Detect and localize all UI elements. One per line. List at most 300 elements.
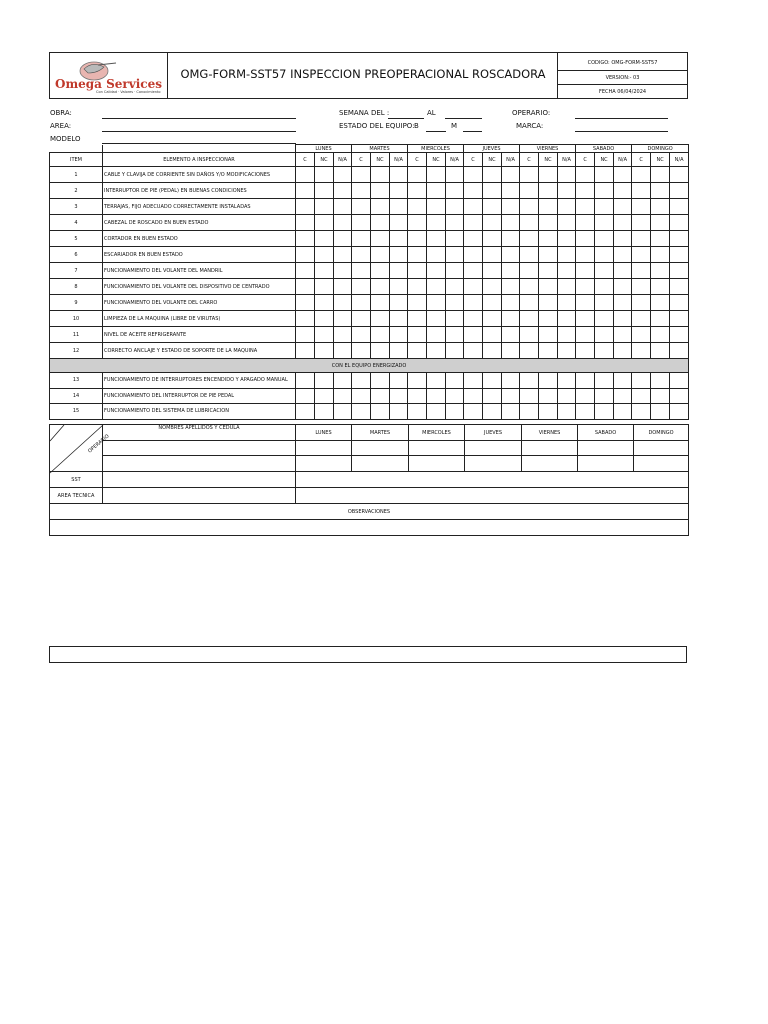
check-cell[interactable] xyxy=(464,311,483,327)
check-cell[interactable] xyxy=(614,167,632,183)
check-cell[interactable] xyxy=(315,343,334,359)
check-cell[interactable] xyxy=(352,343,371,359)
check-cell[interactable] xyxy=(651,388,670,404)
check-cell[interactable] xyxy=(408,247,427,263)
check-cell[interactable] xyxy=(670,404,689,420)
check-cell[interactable] xyxy=(408,343,427,359)
check-cell[interactable] xyxy=(408,279,427,295)
check-cell[interactable] xyxy=(576,327,595,343)
check-cell[interactable] xyxy=(352,295,371,311)
check-cell[interactable] xyxy=(390,263,408,279)
check-cell[interactable] xyxy=(483,215,502,231)
check-cell[interactable] xyxy=(334,231,352,247)
check-cell[interactable] xyxy=(632,327,651,343)
check-cell[interactable] xyxy=(558,279,576,295)
check-cell[interactable] xyxy=(352,167,371,183)
check-cell[interactable] xyxy=(520,388,539,404)
check-cell[interactable] xyxy=(427,327,446,343)
check-cell[interactable] xyxy=(352,373,371,389)
check-cell[interactable] xyxy=(464,404,483,420)
check-cell[interactable] xyxy=(315,247,334,263)
check-cell[interactable] xyxy=(595,343,614,359)
area-field[interactable] xyxy=(102,131,296,132)
sign-cell[interactable] xyxy=(578,441,634,456)
check-cell[interactable] xyxy=(595,279,614,295)
check-cell[interactable] xyxy=(427,295,446,311)
check-cell[interactable] xyxy=(296,279,315,295)
check-cell[interactable] xyxy=(539,373,558,389)
check-cell[interactable] xyxy=(464,231,483,247)
check-cell[interactable] xyxy=(483,311,502,327)
check-cell[interactable] xyxy=(427,388,446,404)
check-cell[interactable] xyxy=(558,343,576,359)
check-cell[interactable] xyxy=(371,263,390,279)
check-cell[interactable] xyxy=(371,404,390,420)
check-cell[interactable] xyxy=(651,263,670,279)
check-cell[interactable] xyxy=(539,199,558,215)
check-cell[interactable] xyxy=(502,343,520,359)
check-cell[interactable] xyxy=(520,231,539,247)
check-cell[interactable] xyxy=(390,199,408,215)
check-cell[interactable] xyxy=(614,388,632,404)
check-cell[interactable] xyxy=(539,311,558,327)
check-cell[interactable] xyxy=(595,295,614,311)
check-cell[interactable] xyxy=(315,404,334,420)
check-cell[interactable] xyxy=(371,279,390,295)
check-cell[interactable] xyxy=(371,373,390,389)
check-cell[interactable] xyxy=(446,295,464,311)
check-cell[interactable] xyxy=(371,183,390,199)
check-cell[interactable] xyxy=(483,199,502,215)
check-cell[interactable] xyxy=(670,343,689,359)
check-cell[interactable] xyxy=(352,215,371,231)
check-cell[interactable] xyxy=(502,199,520,215)
check-cell[interactable] xyxy=(390,167,408,183)
check-cell[interactable] xyxy=(352,199,371,215)
check-cell[interactable] xyxy=(520,167,539,183)
check-cell[interactable] xyxy=(651,215,670,231)
check-cell[interactable] xyxy=(483,327,502,343)
check-cell[interactable] xyxy=(315,199,334,215)
check-cell[interactable] xyxy=(296,373,315,389)
check-cell[interactable] xyxy=(296,199,315,215)
check-cell[interactable] xyxy=(446,199,464,215)
check-cell[interactable] xyxy=(558,167,576,183)
check-cell[interactable] xyxy=(334,247,352,263)
check-cell[interactable] xyxy=(464,295,483,311)
check-cell[interactable] xyxy=(670,231,689,247)
sign-cell[interactable] xyxy=(522,441,578,456)
check-cell[interactable] xyxy=(390,343,408,359)
check-cell[interactable] xyxy=(352,263,371,279)
check-cell[interactable] xyxy=(632,247,651,263)
check-cell[interactable] xyxy=(464,327,483,343)
check-cell[interactable] xyxy=(558,183,576,199)
sign-cell[interactable] xyxy=(522,456,578,472)
check-cell[interactable] xyxy=(632,199,651,215)
check-cell[interactable] xyxy=(296,247,315,263)
check-cell[interactable] xyxy=(315,215,334,231)
check-cell[interactable] xyxy=(464,263,483,279)
check-cell[interactable] xyxy=(502,311,520,327)
check-cell[interactable] xyxy=(464,183,483,199)
check-cell[interactable] xyxy=(502,279,520,295)
check-cell[interactable] xyxy=(371,311,390,327)
observaciones-field[interactable] xyxy=(50,520,689,536)
check-cell[interactable] xyxy=(315,167,334,183)
check-cell[interactable] xyxy=(427,215,446,231)
check-cell[interactable] xyxy=(334,311,352,327)
check-cell[interactable] xyxy=(539,279,558,295)
check-cell[interactable] xyxy=(539,183,558,199)
check-cell[interactable] xyxy=(632,404,651,420)
sign-cell[interactable] xyxy=(103,441,296,456)
check-cell[interactable] xyxy=(390,247,408,263)
semana-field[interactable] xyxy=(388,118,424,119)
check-cell[interactable] xyxy=(334,404,352,420)
check-cell[interactable] xyxy=(334,183,352,199)
check-cell[interactable] xyxy=(483,183,502,199)
check-cell[interactable] xyxy=(558,215,576,231)
check-cell[interactable] xyxy=(520,183,539,199)
check-cell[interactable] xyxy=(427,373,446,389)
check-cell[interactable] xyxy=(483,373,502,389)
check-cell[interactable] xyxy=(520,343,539,359)
check-cell[interactable] xyxy=(446,279,464,295)
check-cell[interactable] xyxy=(614,311,632,327)
check-cell[interactable] xyxy=(502,373,520,389)
check-cell[interactable] xyxy=(539,327,558,343)
check-cell[interactable] xyxy=(595,311,614,327)
sign-cell[interactable] xyxy=(103,488,296,504)
check-cell[interactable] xyxy=(595,247,614,263)
check-cell[interactable] xyxy=(334,295,352,311)
check-cell[interactable] xyxy=(576,311,595,327)
check-cell[interactable] xyxy=(408,231,427,247)
check-cell[interactable] xyxy=(296,231,315,247)
check-cell[interactable] xyxy=(334,327,352,343)
check-cell[interactable] xyxy=(334,388,352,404)
check-cell[interactable] xyxy=(576,167,595,183)
check-cell[interactable] xyxy=(558,231,576,247)
check-cell[interactable] xyxy=(595,263,614,279)
check-cell[interactable] xyxy=(334,279,352,295)
check-cell[interactable] xyxy=(520,327,539,343)
check-cell[interactable] xyxy=(614,215,632,231)
check-cell[interactable] xyxy=(296,295,315,311)
check-cell[interactable] xyxy=(632,215,651,231)
check-cell[interactable] xyxy=(595,404,614,420)
check-cell[interactable] xyxy=(502,388,520,404)
check-cell[interactable] xyxy=(595,167,614,183)
check-cell[interactable] xyxy=(315,231,334,247)
check-cell[interactable] xyxy=(502,231,520,247)
check-cell[interactable] xyxy=(390,388,408,404)
check-cell[interactable] xyxy=(502,327,520,343)
check-cell[interactable] xyxy=(670,311,689,327)
check-cell[interactable] xyxy=(651,167,670,183)
check-cell[interactable] xyxy=(651,343,670,359)
check-cell[interactable] xyxy=(427,311,446,327)
al-field[interactable] xyxy=(445,118,482,119)
sign-cell[interactable] xyxy=(103,456,296,472)
sign-cell[interactable] xyxy=(465,456,522,472)
check-cell[interactable] xyxy=(483,279,502,295)
check-cell[interactable] xyxy=(614,343,632,359)
check-cell[interactable] xyxy=(390,404,408,420)
check-cell[interactable] xyxy=(576,215,595,231)
check-cell[interactable] xyxy=(595,215,614,231)
check-cell[interactable] xyxy=(558,263,576,279)
estado-b-field[interactable] xyxy=(426,131,446,132)
check-cell[interactable] xyxy=(558,404,576,420)
check-cell[interactable] xyxy=(408,183,427,199)
check-cell[interactable] xyxy=(539,167,558,183)
check-cell[interactable] xyxy=(296,327,315,343)
check-cell[interactable] xyxy=(464,373,483,389)
check-cell[interactable] xyxy=(632,388,651,404)
check-cell[interactable] xyxy=(352,183,371,199)
check-cell[interactable] xyxy=(520,404,539,420)
check-cell[interactable] xyxy=(371,295,390,311)
check-cell[interactable] xyxy=(539,343,558,359)
check-cell[interactable] xyxy=(520,373,539,389)
check-cell[interactable] xyxy=(614,404,632,420)
check-cell[interactable] xyxy=(371,327,390,343)
check-cell[interactable] xyxy=(520,263,539,279)
check-cell[interactable] xyxy=(670,183,689,199)
check-cell[interactable] xyxy=(520,295,539,311)
check-cell[interactable] xyxy=(315,183,334,199)
check-cell[interactable] xyxy=(390,279,408,295)
check-cell[interactable] xyxy=(446,215,464,231)
check-cell[interactable] xyxy=(390,311,408,327)
check-cell[interactable] xyxy=(651,373,670,389)
check-cell[interactable] xyxy=(427,279,446,295)
check-cell[interactable] xyxy=(670,388,689,404)
check-cell[interactable] xyxy=(670,247,689,263)
check-cell[interactable] xyxy=(670,167,689,183)
check-cell[interactable] xyxy=(520,215,539,231)
check-cell[interactable] xyxy=(446,404,464,420)
check-cell[interactable] xyxy=(576,388,595,404)
check-cell[interactable] xyxy=(334,263,352,279)
check-cell[interactable] xyxy=(408,388,427,404)
check-cell[interactable] xyxy=(315,373,334,389)
check-cell[interactable] xyxy=(520,199,539,215)
check-cell[interactable] xyxy=(446,247,464,263)
check-cell[interactable] xyxy=(334,199,352,215)
check-cell[interactable] xyxy=(539,215,558,231)
check-cell[interactable] xyxy=(464,279,483,295)
sign-cell[interactable] xyxy=(409,441,465,456)
check-cell[interactable] xyxy=(614,183,632,199)
check-cell[interactable] xyxy=(651,404,670,420)
check-cell[interactable] xyxy=(670,215,689,231)
check-cell[interactable] xyxy=(408,263,427,279)
check-cell[interactable] xyxy=(483,343,502,359)
operario-field[interactable] xyxy=(575,118,668,119)
check-cell[interactable] xyxy=(464,388,483,404)
check-cell[interactable] xyxy=(670,295,689,311)
check-cell[interactable] xyxy=(352,388,371,404)
check-cell[interactable] xyxy=(390,231,408,247)
check-cell[interactable] xyxy=(576,373,595,389)
check-cell[interactable] xyxy=(614,247,632,263)
check-cell[interactable] xyxy=(390,215,408,231)
check-cell[interactable] xyxy=(670,279,689,295)
check-cell[interactable] xyxy=(427,343,446,359)
estado-m-field[interactable] xyxy=(463,131,482,132)
check-cell[interactable] xyxy=(390,373,408,389)
check-cell[interactable] xyxy=(539,388,558,404)
check-cell[interactable] xyxy=(464,247,483,263)
check-cell[interactable] xyxy=(483,404,502,420)
check-cell[interactable] xyxy=(539,295,558,311)
check-cell[interactable] xyxy=(595,183,614,199)
check-cell[interactable] xyxy=(371,247,390,263)
check-cell[interactable] xyxy=(334,373,352,389)
marca-field[interactable] xyxy=(575,131,668,132)
check-cell[interactable] xyxy=(427,199,446,215)
check-cell[interactable] xyxy=(483,231,502,247)
check-cell[interactable] xyxy=(595,231,614,247)
check-cell[interactable] xyxy=(558,199,576,215)
check-cell[interactable] xyxy=(390,327,408,343)
check-cell[interactable] xyxy=(427,183,446,199)
sign-cell[interactable] xyxy=(352,441,409,456)
check-cell[interactable] xyxy=(502,404,520,420)
check-cell[interactable] xyxy=(315,327,334,343)
check-cell[interactable] xyxy=(296,343,315,359)
check-cell[interactable] xyxy=(446,373,464,389)
check-cell[interactable] xyxy=(558,295,576,311)
check-cell[interactable] xyxy=(632,279,651,295)
check-cell[interactable] xyxy=(502,247,520,263)
check-cell[interactable] xyxy=(464,215,483,231)
check-cell[interactable] xyxy=(576,231,595,247)
check-cell[interactable] xyxy=(427,231,446,247)
check-cell[interactable] xyxy=(446,167,464,183)
obra-field[interactable] xyxy=(102,118,296,119)
check-cell[interactable] xyxy=(670,263,689,279)
check-cell[interactable] xyxy=(614,231,632,247)
check-cell[interactable] xyxy=(446,311,464,327)
check-cell[interactable] xyxy=(483,167,502,183)
check-cell[interactable] xyxy=(427,404,446,420)
check-cell[interactable] xyxy=(408,404,427,420)
check-cell[interactable] xyxy=(296,167,315,183)
check-cell[interactable] xyxy=(651,279,670,295)
check-cell[interactable] xyxy=(390,295,408,311)
check-cell[interactable] xyxy=(502,167,520,183)
check-cell[interactable] xyxy=(502,183,520,199)
check-cell[interactable] xyxy=(614,279,632,295)
check-cell[interactable] xyxy=(483,247,502,263)
check-cell[interactable] xyxy=(390,183,408,199)
check-cell[interactable] xyxy=(502,215,520,231)
check-cell[interactable] xyxy=(334,215,352,231)
check-cell[interactable] xyxy=(632,343,651,359)
check-cell[interactable] xyxy=(576,404,595,420)
check-cell[interactable] xyxy=(296,263,315,279)
check-cell[interactable] xyxy=(558,388,576,404)
check-cell[interactable] xyxy=(315,279,334,295)
sign-cell[interactable] xyxy=(103,472,296,488)
check-cell[interactable] xyxy=(576,247,595,263)
check-cell[interactable] xyxy=(614,263,632,279)
check-cell[interactable] xyxy=(315,388,334,404)
check-cell[interactable] xyxy=(651,199,670,215)
check-cell[interactable] xyxy=(483,263,502,279)
sign-cell[interactable] xyxy=(465,441,522,456)
check-cell[interactable] xyxy=(595,327,614,343)
check-cell[interactable] xyxy=(614,295,632,311)
check-cell[interactable] xyxy=(670,199,689,215)
check-cell[interactable] xyxy=(408,199,427,215)
sign-cell[interactable] xyxy=(296,456,352,472)
check-cell[interactable] xyxy=(371,343,390,359)
check-cell[interactable] xyxy=(464,199,483,215)
check-cell[interactable] xyxy=(408,215,427,231)
check-cell[interactable] xyxy=(296,388,315,404)
check-cell[interactable] xyxy=(670,373,689,389)
check-cell[interactable] xyxy=(576,263,595,279)
sign-cell[interactable] xyxy=(352,456,409,472)
check-cell[interactable] xyxy=(296,215,315,231)
check-cell[interactable] xyxy=(632,311,651,327)
check-cell[interactable] xyxy=(352,247,371,263)
check-cell[interactable] xyxy=(558,311,576,327)
check-cell[interactable] xyxy=(446,263,464,279)
check-cell[interactable] xyxy=(576,199,595,215)
check-cell[interactable] xyxy=(539,263,558,279)
check-cell[interactable] xyxy=(315,311,334,327)
check-cell[interactable] xyxy=(446,183,464,199)
check-cell[interactable] xyxy=(632,373,651,389)
check-cell[interactable] xyxy=(352,279,371,295)
check-cell[interactable] xyxy=(408,167,427,183)
check-cell[interactable] xyxy=(427,167,446,183)
check-cell[interactable] xyxy=(371,231,390,247)
sign-cell[interactable] xyxy=(578,456,634,472)
check-cell[interactable] xyxy=(576,279,595,295)
check-cell[interactable] xyxy=(296,311,315,327)
check-cell[interactable] xyxy=(446,388,464,404)
check-cell[interactable] xyxy=(352,404,371,420)
check-cell[interactable] xyxy=(296,183,315,199)
check-cell[interactable] xyxy=(371,167,390,183)
check-cell[interactable] xyxy=(446,343,464,359)
check-cell[interactable] xyxy=(352,311,371,327)
check-cell[interactable] xyxy=(651,183,670,199)
check-cell[interactable] xyxy=(502,295,520,311)
sign-cell[interactable] xyxy=(634,441,689,456)
check-cell[interactable] xyxy=(352,231,371,247)
check-cell[interactable] xyxy=(632,183,651,199)
sign-cell[interactable] xyxy=(296,441,352,456)
check-cell[interactable] xyxy=(632,295,651,311)
check-cell[interactable] xyxy=(558,373,576,389)
check-cell[interactable] xyxy=(670,327,689,343)
sign-cell[interactable] xyxy=(409,456,465,472)
check-cell[interactable] xyxy=(408,295,427,311)
check-cell[interactable] xyxy=(595,388,614,404)
check-cell[interactable] xyxy=(651,327,670,343)
check-cell[interactable] xyxy=(539,247,558,263)
check-cell[interactable] xyxy=(651,295,670,311)
check-cell[interactable] xyxy=(576,183,595,199)
